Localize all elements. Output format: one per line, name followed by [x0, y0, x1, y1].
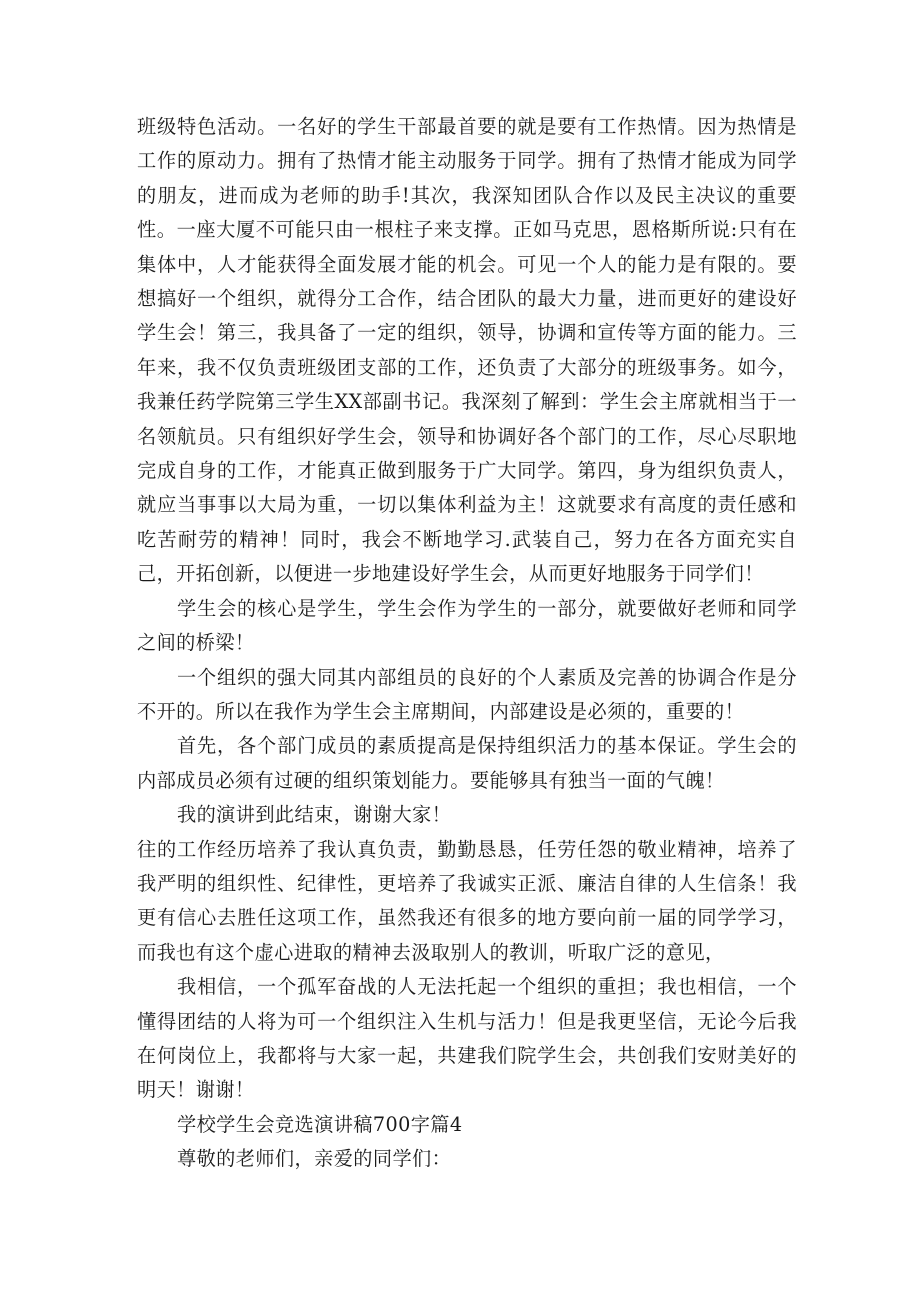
- document-body: [137, 110, 797, 1177]
- paragraph-4: 首先，各个部门成员的素质提高是保持组织活力的基本保证。学生会的内部成员必须有过硬的组织策划能力。要能够具有独当一面的气魄！: [137, 734, 797, 792]
- paragraph-5: 我的演讲到此结束，谢谢大家！: [177, 803, 452, 827]
- section-heading: 学校学生会竞选演讲稿700字篇4: [177, 1112, 463, 1136]
- paragraph-7: 我相信，一个孤军奋战的人无法托起一个组织的重担；我也相信，一个懂得团结的人将为可一个组织注入生机与活力！但是我更坚信，无论今后我在何岗位上，我都将与大家一起，共建我们院学生会，共创我们安财美好的明天！谢谢！: [137, 975, 797, 1102]
- salutation: 尊敬的老师们，亲爱的同学们：: [177, 1147, 452, 1171]
- paragraph-6: 往的工作经历培养了我认真负责，勤勤恳恳，任劳任怨的敬业精神，培养了我严明的组织性、纪律性，更培养了我诚实正派、廉洁自律的人生信条！我更有信心去胜任这项工作，虽然我还有很多的地方要向前一届的同学学习，而我也有这个虚心进取的精神去汲取别人的教训，听取广泛的意见，: [137, 837, 797, 964]
- paragraph-1: 班级特色活动。一名好的学生干部最首要的就是要有工作热情。因为热情是工作的原动力。拥有了热情才能主动服务于同学。拥有了热情才能成为同学的朋友，进而成为老师的助手!其次，我深知团队合作以及民主决议的重要性。一座大厦不可能只由一根柱子来支撑。正如马克思，恩格斯所说:只有在集体中，人才能获得全面发展才能的机会。可见一个人的能力是有限的。要想搞好一个组织，就得分工合作，结合团队的最大力量，进而更好的建设好学生会！第三，我具备了一定的组织，领导，协调和宣传等方面的能力。三年来，我不仅负责班级团支部的工作，还负责了大部分的班级事务。如今，我兼任药学院第三学生XX部副书记。我深刻了解到：学生会主席就相当于一名领航员。只有组织好学生会，领导和协调好各个部门的工作，尽心尽职地完成自身的工作，才能真正做到服务于广大同学。第四，身为组织负责人，就应当事事以大局为重，一切以集体利益为主！这就要求有高度的责任感和吃苦耐劳的精神！同时，我会不断地学习.武装自己，努力在各方面充实自己，开拓创新，以便进一步地建设好学生会，从而更好地服务于同学们！: [137, 115, 797, 586]
- paragraph-2: 学生会的核心是学生，学生会作为学生的一部分，就要做好老师和同学之间的桥梁！: [137, 596, 797, 655]
- paragraph-3: 一个组织的强大同其内部组员的良好的个人素质及完善的协调合作是分不开的。所以在我作为学生会主席期间，内部建设是必须的，重要的！: [137, 665, 797, 723]
